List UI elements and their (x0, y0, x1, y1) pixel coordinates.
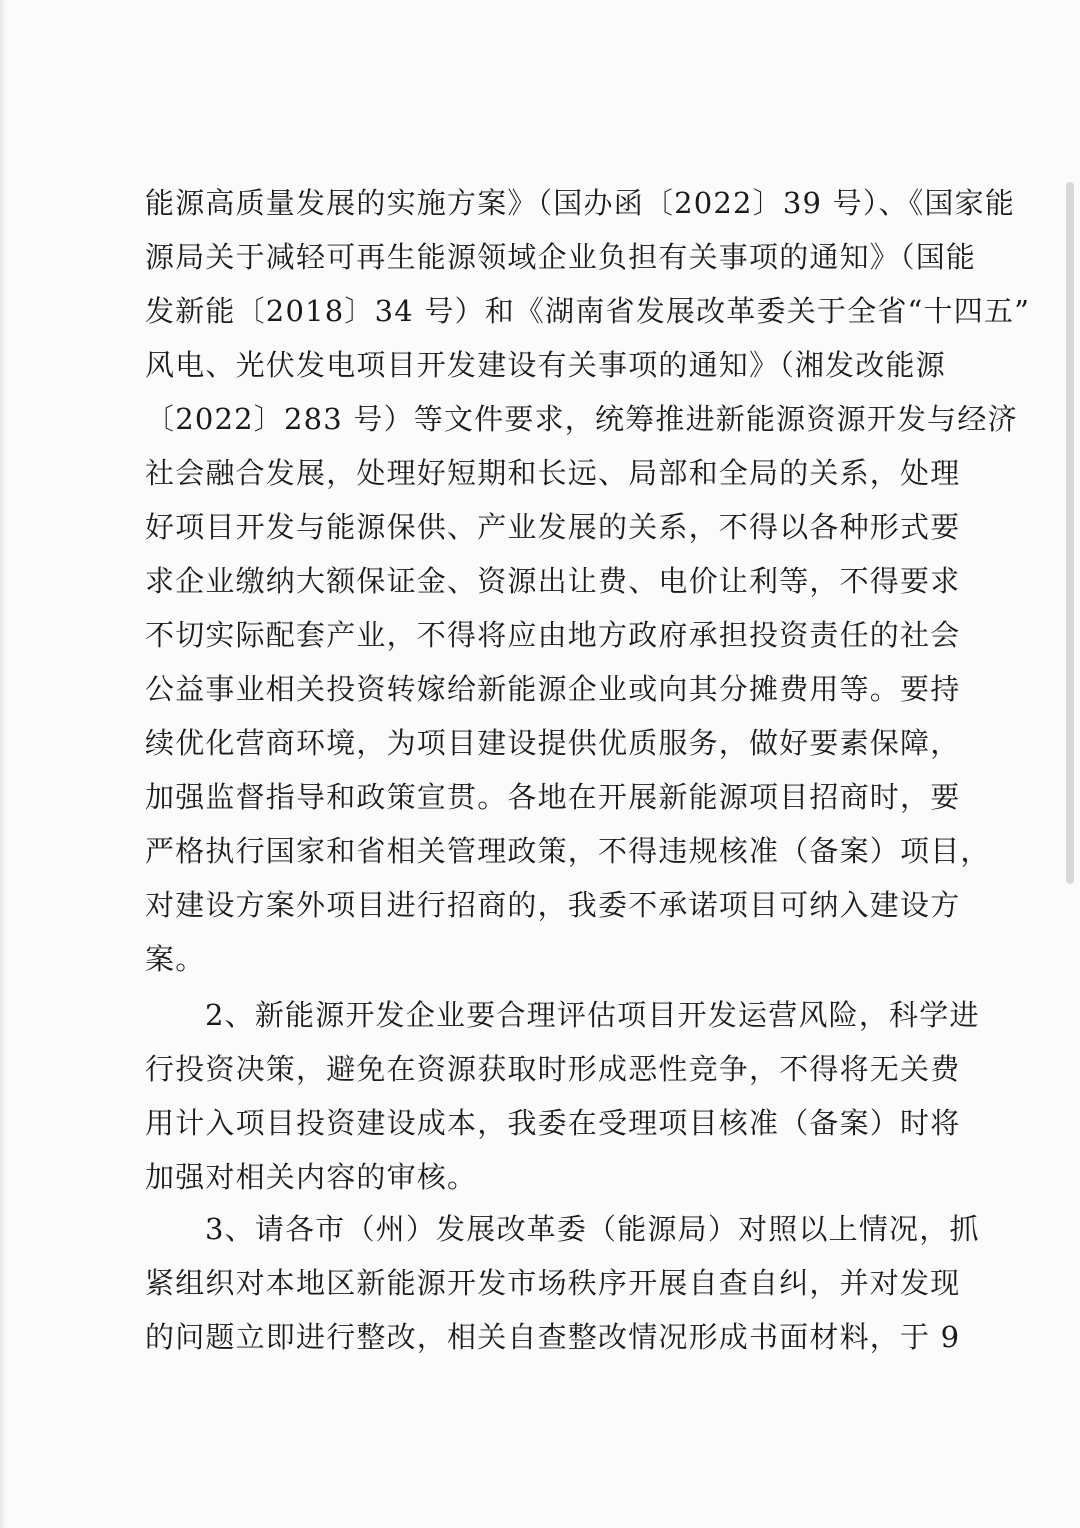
text-line: 案。 (145, 942, 206, 976)
text-line: 求企业缴纳大额保证金、资源出让费、电价让利等，不得要求 (145, 564, 961, 598)
paragraph-2-first-line: 2、新能源开发企业要合理评估项目开发运营风险，科学进 (205, 998, 980, 1032)
text-line: 的问题立即进行整改，相关自查整改情况形成书面材料，于 9 (145, 1320, 961, 1354)
text-line: 紧组织对本地区新能源开发市场秩序开展自查自纠，并对发现 (145, 1266, 961, 1300)
page-edge-shadow (0, 0, 6, 1528)
text-line: 社会融合发展，处理好短期和长远、局部和全局的关系，处理 (145, 456, 961, 490)
text-line: 源局关于减轻可再生能源领域企业负担有关事项的通知》（国能 (145, 240, 977, 274)
text-line: 风电、光伏发电项目开发建设有关事项的通知》（湘发改能源 (145, 348, 946, 382)
text-line: 发新能〔2018〕34 号）和《湖南省发展改革委关于全省“十四五” (145, 294, 1031, 328)
text-line: 公益事业相关投资转嫁给新能源企业或向其分摊费用等。要持 (145, 672, 961, 706)
text-line: 对建设方案外项目进行招商的，我委不承诺项目可纳入建设方 (145, 888, 961, 922)
scrollbar[interactable] (1066, 182, 1074, 884)
text-line: 能源高质量发展的实施方案》（国办函〔2022〕39 号）、《国家能 (145, 186, 1016, 220)
text-line: 行投资决策，避免在资源获取时形成恶性竞争，不得将无关费 (145, 1052, 961, 1086)
paragraph-3-first-line: 3、请各市（州）发展改革委（能源局）对照以上情况，抓 (205, 1212, 980, 1246)
text-line: 好项目开发与能源保供、产业发展的关系，不得以各种形式要 (145, 510, 961, 544)
text-line: 续优化营商环境，为项目建设提供优质服务，做好要素保障， (145, 726, 961, 760)
text-line: 用计入项目投资建设成本，我委在受理项目核准（备案）时将 (145, 1106, 961, 1140)
text-line: 〔2022〕283 号）等文件要求，统筹推进新能源资源开发与经济 (145, 402, 1018, 436)
text-line: 严格执行国家和省相关管理政策，不得违规核准（备案）项目， (145, 834, 991, 868)
text-line: 不切实际配套产业，不得将应由地方政府承担投资责任的社会 (145, 618, 961, 652)
text-line: 加强监督指导和政策宣贯。各地在开展新能源项目招商时，要 (145, 780, 961, 814)
text-line: 加强对相关内容的审核。 (145, 1160, 478, 1194)
